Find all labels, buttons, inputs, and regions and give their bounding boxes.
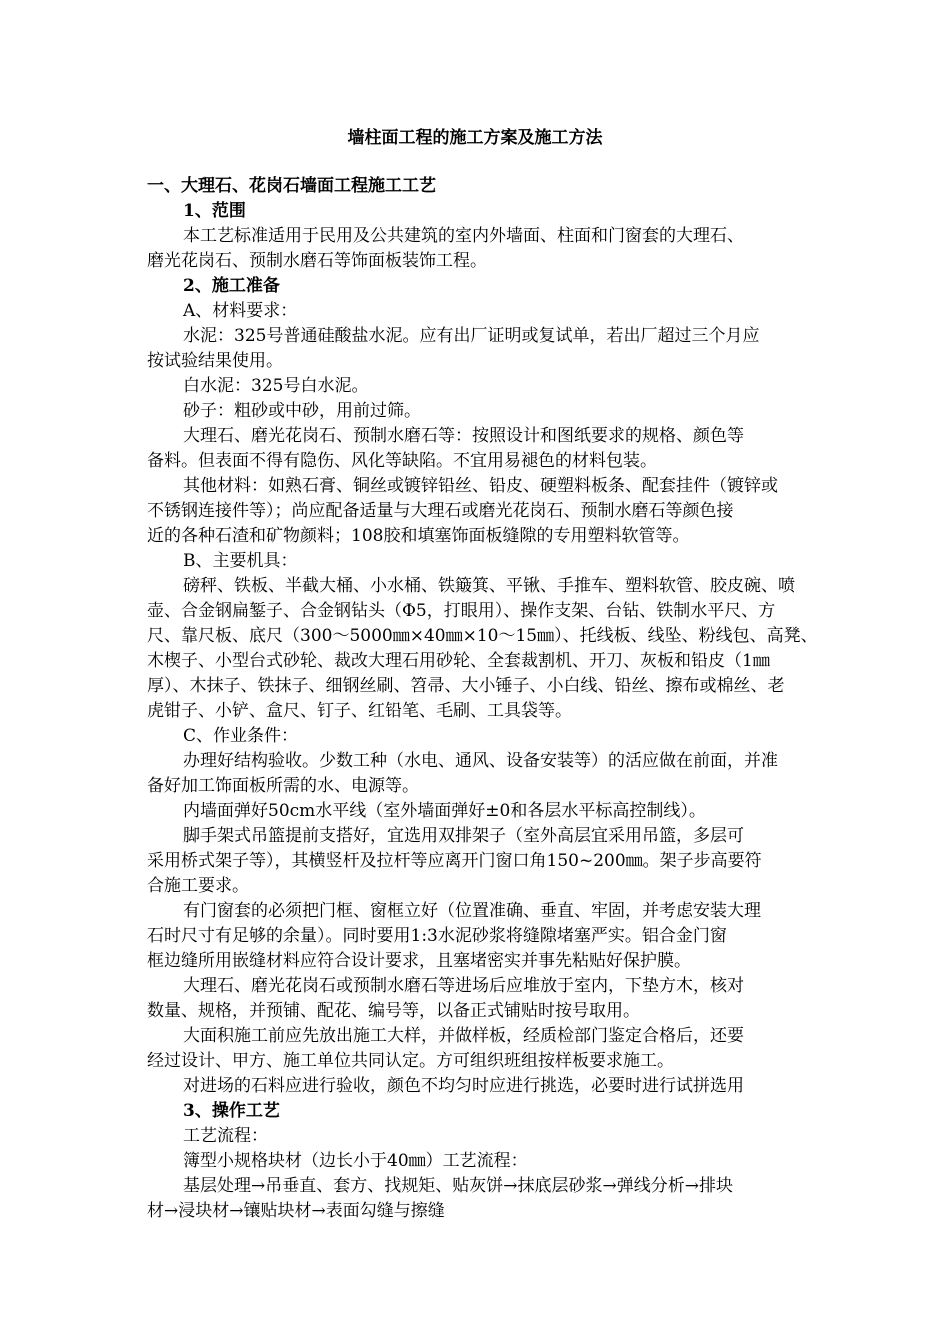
paragraph-first-line: A、材料要求： bbox=[183, 301, 298, 321]
paragraph-line: 按试验结果使用。 bbox=[147, 351, 283, 371]
section-heading: 一、大理石、花岗石墙面工程施工工艺 bbox=[147, 176, 436, 196]
paragraph-first-line: 办理好结构验收。少数工种（水电、通风、设备安装等）的活应做在前面，并准 bbox=[183, 751, 778, 771]
paragraph-line: 木楔子、小型台式砂轮、裁改大理石用砂轮、全套裁割机、开刀、灰板和铅皮（1㎜ bbox=[147, 651, 770, 671]
paragraph-first-line: 簿型小规格块材（边长小于40㎜）工艺流程： bbox=[183, 1151, 528, 1171]
paragraph-line: 尺、靠尺板、底尺（300～5000㎜×40㎜×10～15㎜）、托线板、线坠、粉线包、高凳、 bbox=[147, 626, 818, 646]
paragraph-line: 虎钳子、小铲、盒尺、钉子、红铅笔、毛刷、工具袋等。 bbox=[147, 701, 572, 721]
paragraph-first-line: 大面积施工前应先放出施工大样，并做样板，经质检部门鉴定合格后，还要 bbox=[183, 1026, 744, 1046]
paragraph-line: 数量、规格，并预铺、配花、编号等，以备正式铺贴时按号取用。 bbox=[147, 1001, 640, 1021]
paragraph-first-line: 磅秤、铁板、半截大桶、小水桶、铁簸箕、平锹、手推车、塑料软管、胶皮碗、喷 bbox=[183, 576, 795, 596]
paragraph-line: 采用桥式架子等），其横竖杆及拉杆等应离开门窗口角150~200㎜。架子步高要符 bbox=[147, 851, 762, 871]
paragraph-line: 框边缝所用嵌缝材料应符合设计要求，且塞堵密实并事先粘贴好保护膜。 bbox=[147, 951, 691, 971]
paragraph-line: 磨光花岗石、预制水磨石等饰面板装饰工程。 bbox=[147, 251, 487, 271]
paragraph-line: 近的各种石渣和矿物颜料；108胶和填塞饰面板缝隙的专用塑料软管等。 bbox=[147, 526, 690, 546]
document-title: 墙柱面工程的施工方案及施工方法 bbox=[347, 128, 603, 148]
paragraph-first-line: 工艺流程： bbox=[183, 1126, 268, 1146]
paragraph-line: 石时尺寸有足够的余量）。同时要用1:3水泥砂浆将缝隙堵塞严实。铝合金门窗 bbox=[147, 926, 727, 946]
paragraph-first-line: 白水泥：325号白水泥。 bbox=[183, 376, 369, 396]
paragraph-line: 不锈钢连接件等）；尚应配备适量与大理石或磨光花岗石、预制水磨石等颜色接 bbox=[147, 501, 734, 521]
paragraph-first-line: 基层处理→吊垂直、套方、找规矩、贴灰饼→抹底层砂浆→弹线分析→排块 bbox=[183, 1176, 733, 1196]
paragraph-line: 合施工要求。 bbox=[147, 876, 249, 896]
paragraph-first-line: 内墙面弹好50cm水平线（室外墙面弹好±0和各层水平标高控制线）。 bbox=[183, 801, 706, 821]
paragraph-line: 材→浸块材→镶贴块材→表面勾缝与擦缝 bbox=[147, 1201, 445, 1221]
subsection-heading: 1、范围 bbox=[183, 201, 246, 221]
subsection-heading: 3、操作工艺 bbox=[183, 1101, 280, 1121]
paragraph-first-line: 其他材料：如熟石膏、铜丝或镀锌铅丝、铅皮、硬塑料板条、配套挂件（镀锌或 bbox=[183, 476, 778, 496]
subsection-heading: 2、施工准备 bbox=[183, 276, 280, 296]
paragraph-first-line: 大理石、磨光花岗石或预制水磨石等进场后应堆放于室内，下垫方木，核对 bbox=[183, 976, 744, 996]
paragraph-first-line: 水泥：325号普通硅酸盐水泥。应有出厂证明或复试单，若出厂超过三个月应 bbox=[183, 326, 760, 346]
paragraph-line: 厚）、木抹子、铁抹子、细钢丝刷、笤帚、大小锤子、小白线、铅丝、擦布或棉丝、老 bbox=[147, 676, 785, 696]
paragraph-first-line: 对进场的石料应进行验收，颜色不均匀时应进行挑选，必要时进行试拼选用 bbox=[183, 1076, 744, 1096]
paragraph-first-line: 有门窗套的必须把门框、窗框立好（位置准确、垂直、牢固，并考虑安装大理 bbox=[183, 901, 761, 921]
paragraph-line: 壶、合金钢扁錾子、合金钢钻头（Φ5，打眼用）、操作支架、台钻、铁制水平尺、方 bbox=[147, 601, 776, 621]
paragraph-first-line: C、作业条件： bbox=[183, 726, 299, 746]
paragraph-first-line: 本工艺标准适用于民用及公共建筑的室内外墙面、柱面和门窗套的大理石、 bbox=[183, 226, 744, 246]
paragraph-line: 备好加工饰面板所需的水、电源等。 bbox=[147, 776, 419, 796]
paragraph-first-line: 砂子：粗砂或中砂，用前过筛。 bbox=[183, 401, 421, 421]
paragraph-line: 备料。但表面不得有隐伤、风化等缺陷。不宜用易褪色的材料包装。 bbox=[147, 451, 657, 471]
document-body bbox=[147, 174, 818, 1224]
paragraph-first-line: 大理石、磨光花岗石、预制水磨石等：按照设计和图纸要求的规格、颜色等 bbox=[183, 426, 744, 446]
paragraph-first-line: B、主要机具： bbox=[183, 551, 298, 571]
paragraph-first-line: 脚手架式吊篮提前支搭好，宜选用双排架子（室外高层宜采用吊篮，多层可 bbox=[183, 826, 744, 846]
paragraph-line: 经过设计、甲方、施工单位共同认定。方可组织班组按样板要求施工。 bbox=[147, 1051, 674, 1071]
